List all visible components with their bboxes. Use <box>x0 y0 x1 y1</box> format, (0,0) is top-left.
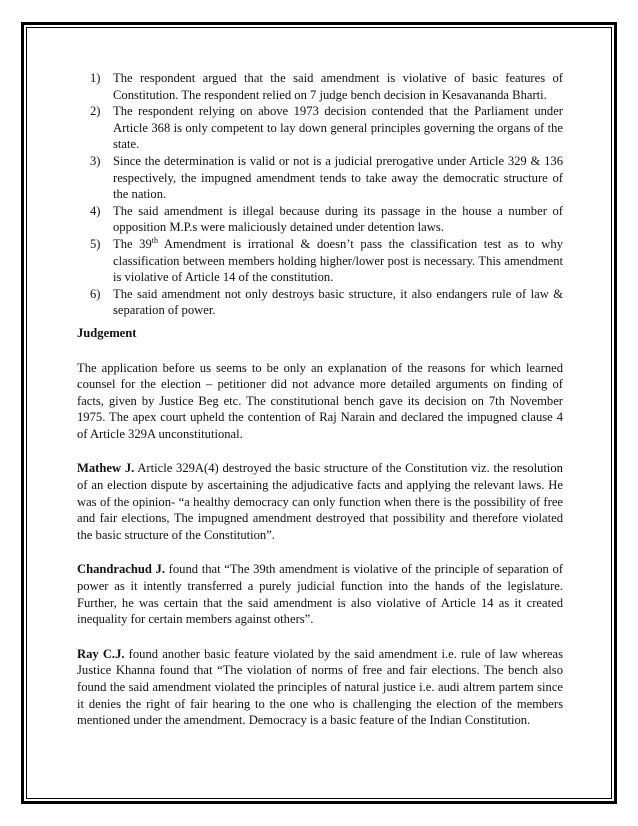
list-number: 4) <box>90 203 101 218</box>
list-item-text-start: The 39 <box>113 236 152 251</box>
section-heading-judgement: Judgement <box>77 325 137 340</box>
list-item <box>77 236 563 286</box>
opinion-paragraph <box>77 646 563 729</box>
arguments-list <box>77 70 563 319</box>
opinion-paragraph <box>77 561 563 627</box>
list-item-text: The respondent relying on above 1973 decision contended that the Parliament under Article 368 is only competent to lay down general principles governing the organs of the state. <box>113 104 563 152</box>
opinion-text: Article 329A(4) destroyed the basic structure of the Constitution viz. the resolution of an election dispute by ascertaining the adjudicative facts and applying the relevant laws. He was of the opinion- “a healthy democracy can only function when there is the possibility of free and fair elections, The impugned amendment destroyed that possibility and therefore violated the basic structure of the Constitution”. <box>77 461 563 542</box>
superscript-th: th <box>151 235 159 245</box>
list-item-text: The respondent argued that the said amendment is violative of basic features of Constitution. The respondent relied on 7 judge bench decision in Kesavananda Bharti. <box>113 71 563 102</box>
intro-paragraph: The application before us seems to be only an explanation of the reasons for which learned counsel for the election – petitioner did not advance more detailed arguments on finding of facts, given by Justice Beg etc. The constitutional bench gave its decision on 7th November 1975. The apex court upheld the contention of Raj Narain and declared the impugned clause 4 of Article 329A unconstitutional. <box>77 360 563 441</box>
judge-name: Mathew J. <box>77 461 135 476</box>
list-item-text-end: Amendment is irrational & doesn’t pass the classification test as to why classification between members holding higher/lower post is necessary. This amendment is violative of Article 14 of the constitution. <box>113 236 563 285</box>
list-item <box>77 286 563 319</box>
judge-name: Chandrachud J. <box>77 562 165 577</box>
list-item <box>77 70 563 103</box>
opinion-paragraph <box>77 460 563 543</box>
list-item <box>77 153 563 203</box>
list-item-text: The said amendment not only destroys basic structure, it also endangers rule of law & separation of power. <box>113 286 563 318</box>
list-item-text: The said amendment is illegal because during its passage in the house a number of opposition M.P.s were maliciously detained under detention laws. <box>113 203 563 235</box>
list-number: 3) <box>90 153 101 168</box>
list-item-text: Since the determination is valid or not is a judicial prerogative under Article 329 & 136 respectively, the impugned amendment tends to take away the democratic structure of the nation. <box>113 153 563 202</box>
list-item <box>77 103 563 153</box>
list-number: 6) <box>90 286 101 301</box>
list-number: 5) <box>90 236 101 251</box>
list-number: 2) <box>90 104 101 119</box>
list-number: 1) <box>90 71 101 85</box>
document-body <box>77 70 563 747</box>
judge-name: Ray C.J. <box>77 646 125 661</box>
opinion-text: found that “The 39th amendment is violative of the principle of separation of power as it intently transferred a purely judicial function into the hands of the legislature. Further, he was certain that the said amendment is also violative of Article 14 as it created inequality for certain members against others”. <box>77 562 563 627</box>
opinion-text: found another basic feature violated by the said amendment i.e. rule of law whereas Justice Khanna found that “The violation of norms of free and fair elections. The bench also found the said amendment violated the principles of natural justice i.e. audi altrem partem since it denies the right of fair hearing to the one who is challenging the election of the members mentioned under the amendment. Democracy is a basic feature of the Indian Constitution. <box>77 646 564 728</box>
list-item <box>77 203 563 236</box>
